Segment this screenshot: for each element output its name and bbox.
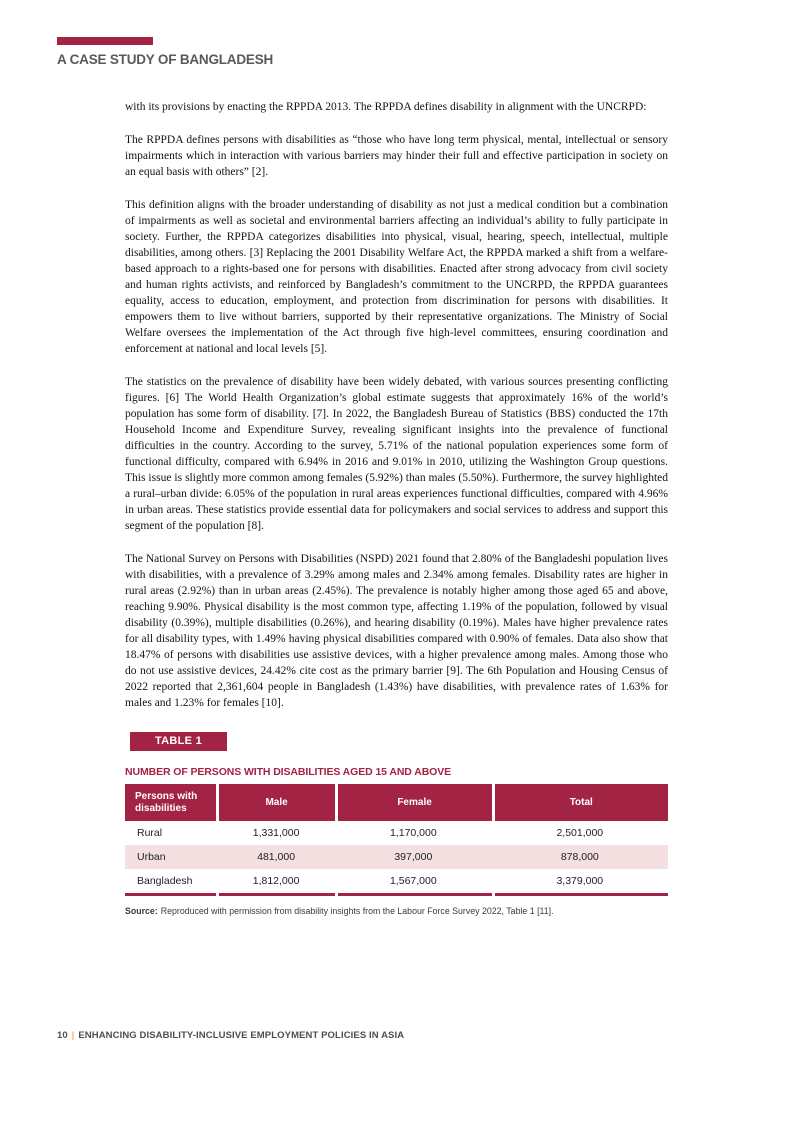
body-paragraph-1: with its provisions by enacting the RPPDA 2013. The RPPDA defines disability in alignment with the UNCRPD: — [125, 101, 647, 113]
table-title: NUMBER OF PERSONS WITH DISABILITIES AGED 15 AND ABOVE — [125, 766, 452, 778]
cell-row-label: Urban — [137, 851, 166, 863]
table-bottom-rule-segment — [338, 893, 492, 896]
cell-female-value: 1,567,000 — [389, 875, 437, 887]
table-bottom-rule-segment — [219, 893, 335, 896]
body-paragraph-2-definition-quote: The RPPDA defines persons with disabilities as “those who have long term physical, mental, intellectual or sensory impairments which in interaction with various barriers may hinder their full and effective participation in society on an equal basis with others” [2]. — [125, 134, 668, 178]
body-paragraph-4: The statistics on the prevalence of disability have been widely debated, with various sources presenting conflicting figures. [6] The World Health Organization’s global estimate suggests that approximately 16% of the world’s population has some form of disability. [7]. In 2022, the Bangladesh Bureau of Statistics (BBS) conducted the 17th Household Income and Expenditure Survey, revealing significant insights into the prevalence of functional difficulties in the country. According to the survey, 5.71% of the national population experiences some form of functional difficulty, compared with 6.94% in 2016 and 9.01% in 2010, utilizing the Washington Group questions. This issue is slightly more common among females (5.92%) than males (5.50%). Furthermore, the survey highlighted a rural–urban divide: 6.05% of the population in rural areas experiences functional difficulties, compared with 4.96% in urban areas. These statistics provide essential data for policymakers and social services to address and support this segment of the population [8]. — [125, 376, 668, 532]
footer-page-number: 10 — [57, 1030, 68, 1041]
body-paragraph-3: This definition aligns with the broader understanding of disability as not just a medical condition but a combination of impairments as well as societal and environmental barriers affecting an individual’s ability to fully participate in society. Further, the RPPDA categorizes disabilities into physical, visual, hearing, speech, intellectual, multiple disabilities, among others. [3] Replacing the 2001 Disability Welfare Act, the RPPDA marked a shift from a welfare-based approach to a rights-based one for persons with disabilities. Enacted after strong advocacy from civil society and human rights activists, and reinforced by Bangladesh’s commitment to the UNCRPD, the RPPDA guarantees equality, access to education, employment, and protection from discrimination for persons with disabilities. It empowers them to live without barriers, supported by their representative organizations. The Ministry of Social Welfare oversees the implementation of the Act through five high-level committees, ensuring coordination and enforcement at national and local levels [5]. — [125, 199, 668, 355]
page-footer — [57, 1030, 404, 1041]
cell-male-value: 1,812,000 — [252, 875, 300, 887]
cell-total-value: 878,000 — [560, 851, 599, 863]
cell-male-value: 1,331,000 — [252, 827, 300, 839]
table-row-bangladesh — [125, 869, 668, 893]
source-label: Source: — [125, 906, 158, 916]
column-header-total: Total — [495, 784, 668, 821]
section-kicker: A CASE STUDY OF BANGLADESH — [57, 52, 274, 67]
cell-total-value: 2,501,000 — [556, 827, 604, 839]
column-header-female: Female — [338, 784, 492, 821]
table-badge: TABLE 1 — [130, 732, 227, 751]
footer-separator: | — [71, 1030, 75, 1041]
table-bottom-rule-segment — [495, 893, 668, 896]
table-row-rural — [125, 821, 668, 845]
page-content — [125, 99, 668, 916]
column-header-male: Male — [219, 784, 335, 821]
table-bottom-rule — [125, 893, 668, 896]
cell-row-label: Rural — [137, 827, 163, 839]
source-text: Reproduced with permission from disability insights from the Labour Force Survey 2022, Table 1 [11]. — [160, 906, 554, 916]
kicker-accent-bar — [57, 37, 153, 45]
page-header — [57, 37, 273, 67]
cell-female-value: 1,170,000 — [389, 827, 437, 839]
column-header-persons: Persons with disabilities — [125, 784, 216, 821]
table-bottom-rule-segment — [125, 893, 216, 896]
table-header-row — [125, 784, 668, 821]
cell-row-label: Bangladesh — [137, 875, 193, 887]
data-table — [125, 784, 668, 896]
table-source-note — [125, 906, 668, 916]
cell-total-value: 3,379,000 — [556, 875, 604, 887]
body-paragraph-5: The National Survey on Persons with Disabilities (NSPD) 2021 found that 2.80% of the Bangladeshi population lives with disabilities, with a prevalence of 3.29% among males and 2.34% among females. Disability rates are higher in rural areas (2.92%) than in urban areas (2.45%). The prevalence is notably higher among those aged 65 and above, reaching 9.90%. Physical disability is the most common type, affecting 1.19% of the population, followed by visual disability (0.39%), multiple disabilities (0.26%), and hearing disability (0.19%). Males have higher prevalence rates for all disability types, with 1.49% having physical disabilities compared with 0.90% of females. Data also show that 18.47% of persons with disabilities use assistive devices, with a higher prevalence among males. Among those who do not use assistive devices, 24.42% cite cost as the primary barrier [9]. The 6th Population and Housing Census of 2022 reported that 2,361,604 people in Bangladesh (1.43%) have disabilities, with prevalence rates of 1.63% for males and 1.23% for females [10]. — [125, 553, 668, 709]
cell-male-value: 481,000 — [257, 851, 296, 863]
table-row-urban — [125, 845, 668, 869]
cell-female-value: 397,000 — [394, 851, 433, 863]
footer-report-title: ENHANCING DISABILITY-INCLUSIVE EMPLOYMENT POLICIES IN ASIA — [78, 1030, 405, 1041]
